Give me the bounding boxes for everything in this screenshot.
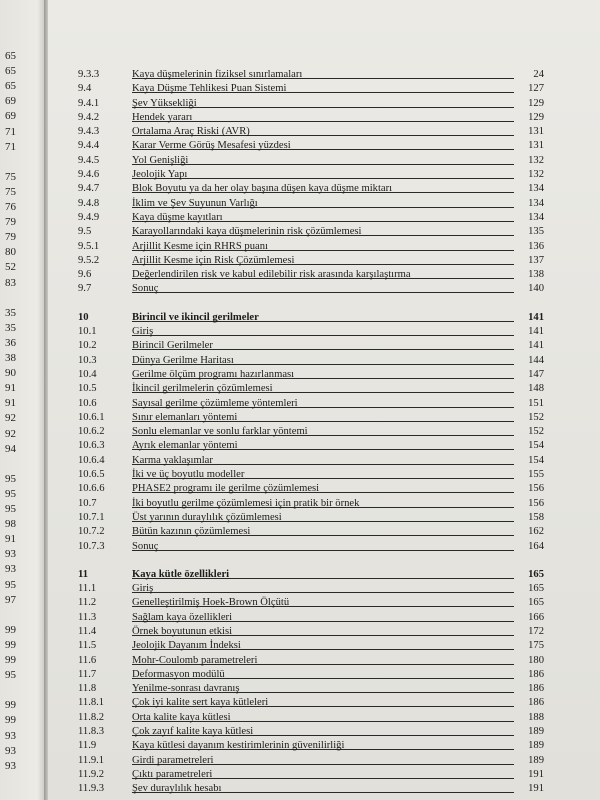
- left-page-edge: [0, 0, 44, 800]
- leader-line: [132, 592, 514, 593]
- leader-line: [132, 292, 514, 293]
- section-title: Kaya Düşme Tehlikesi Puan Sistemi: [132, 83, 287, 95]
- toc-entry-row: [78, 197, 544, 211]
- page-number: 148: [528, 383, 544, 395]
- section-title: İki boyutlu gerilme çözümlemesi için pratik bir örnek: [132, 497, 360, 509]
- left-page-number: 99: [5, 714, 16, 727]
- left-page-number: 91: [5, 382, 16, 395]
- page-number: 152: [528, 426, 544, 438]
- page-number: 138: [528, 269, 544, 281]
- section-title: Üst yarının duraylılık çözümlemesi: [132, 511, 282, 523]
- page-number: 188: [528, 711, 544, 723]
- toc-entry-row: [78, 696, 544, 710]
- page-number: 132: [528, 154, 544, 166]
- page-number: 155: [528, 469, 544, 481]
- section-gap: [78, 297, 544, 311]
- page-number: 144: [528, 354, 544, 366]
- section-number: 10.7.3: [78, 540, 105, 552]
- table-of-contents: [78, 68, 544, 797]
- section-number: 9.4.8: [78, 197, 100, 209]
- page-number: 186: [528, 683, 544, 695]
- left-page-number: 65: [5, 50, 16, 62]
- section-title: Ayrık elemanlar yöntemi: [132, 440, 238, 452]
- section-number: 9.4.4: [78, 140, 100, 152]
- toc-entry-row: [78, 68, 544, 82]
- page-number: 140: [528, 283, 544, 295]
- page-number: 129: [528, 111, 544, 123]
- section-title: Değerlendirilen risk ve kabul edilebilir risk arasında karşılaştırma: [132, 269, 411, 281]
- page-number: 147: [528, 368, 544, 380]
- left-page-number: 97: [5, 593, 16, 606]
- toc-entry-row: [78, 125, 544, 139]
- page-number: 141: [528, 311, 544, 323]
- section-title: Karayollarındaki kaya düşmelerinin risk çözümlemesi: [132, 226, 362, 238]
- section-title: Giriş: [132, 326, 154, 338]
- section-number: 10.1: [78, 326, 97, 338]
- toc-entry-row: [78, 225, 544, 239]
- section-number: 9.7: [78, 283, 92, 295]
- left-page-number: 75: [5, 170, 16, 183]
- section-title: Örnek boyutunun etkisi: [132, 625, 233, 637]
- toc-entry-row: [78, 468, 544, 482]
- toc-entry-row: [78, 154, 544, 168]
- toc-entry-row: [78, 596, 544, 610]
- left-page-number: 91: [5, 397, 16, 410]
- left-page-number: 71: [5, 125, 16, 138]
- page-number: 186: [528, 697, 544, 709]
- page-number: 136: [528, 240, 544, 252]
- toc-entry-row: [78, 182, 544, 196]
- section-number: 9.6: [78, 269, 92, 281]
- section-number: 10: [78, 311, 89, 323]
- section-number: 11.8: [78, 683, 97, 695]
- section-number: 10.6.2: [78, 426, 105, 438]
- section-title: PHASE2 programı ile gerilme çözümlemesi: [132, 483, 320, 495]
- toc-entry-row: [78, 625, 544, 639]
- section-title: Girdi parametreleri: [132, 754, 214, 766]
- section-number: 10.6.5: [78, 469, 105, 481]
- toc-entry-row: [78, 139, 544, 153]
- left-page-number: 38: [5, 352, 16, 364]
- section-number: 10.7.2: [78, 526, 105, 538]
- toc-entry-row: [78, 168, 544, 182]
- section-title: Birincil ve ikincil gerilmeler: [132, 311, 259, 323]
- toc-entry-row: [78, 439, 544, 453]
- toc-chapter-row: [78, 568, 544, 582]
- toc-entry-row: [78, 768, 544, 782]
- left-page-number: 99: [5, 623, 16, 636]
- page-number: 189: [528, 754, 544, 766]
- section-title: Bütün kazının çözümlemesi: [132, 526, 251, 538]
- toc-entry-row: [78, 739, 544, 753]
- page-number: 165: [528, 568, 544, 580]
- toc-chapter-row: [78, 311, 544, 325]
- section-title: Birincil Gerilmeler: [132, 340, 213, 352]
- left-page-number: 95: [5, 669, 16, 682]
- section-number: 10.6.1: [78, 411, 105, 423]
- left-page-number: 95: [5, 487, 16, 500]
- left-page-number: 93: [5, 729, 16, 742]
- page-number: 154: [528, 454, 544, 466]
- page-number: 131: [528, 140, 544, 152]
- section-number: 11.8.3: [78, 726, 105, 738]
- left-page-number: 35: [5, 321, 16, 334]
- section-title: Sonuç: [132, 283, 159, 295]
- page-number: 134: [528, 183, 544, 195]
- toc-entry-row: [78, 668, 544, 682]
- page-number: 172: [528, 625, 544, 637]
- section-title: Şev duraylılık hesabı: [132, 783, 222, 795]
- section-number: 10.5: [78, 383, 97, 395]
- section-title: Sonlu elemanlar ve sonlu farklar yöntemi: [132, 426, 308, 438]
- section-number: 10.3: [78, 354, 97, 366]
- section-number: 10.7: [78, 497, 97, 509]
- section-title: Orta kalite kaya kütlesi: [132, 711, 231, 723]
- left-page-number: 99: [5, 638, 16, 651]
- section-title: Karma yaklaşımlar: [132, 454, 213, 466]
- left-page-number: 95: [5, 578, 16, 591]
- page-number: 165: [528, 583, 544, 595]
- section-title: Ortalama Araç Riski (AVR): [132, 126, 250, 138]
- left-page-number: 80: [5, 246, 16, 259]
- page-number: 166: [528, 611, 544, 623]
- section-number: 11.6: [78, 654, 97, 666]
- page-number: 137: [528, 254, 544, 266]
- toc-entry-row: [78, 711, 544, 725]
- section-title: Karar Verme Görüş Mesafesi yüzdesi: [132, 140, 291, 152]
- section-number: 10.7.1: [78, 511, 105, 523]
- section-number: 11.9.2: [78, 768, 105, 780]
- leader-line: [132, 550, 514, 551]
- page-number: 24: [533, 69, 544, 80]
- toc-entry-row: [78, 339, 544, 353]
- toc-entry-row: [78, 582, 544, 596]
- page-number: 134: [528, 197, 544, 209]
- left-page-number: 98: [5, 518, 16, 531]
- section-number: 9.5: [78, 226, 92, 238]
- left-page-number: 83: [5, 276, 16, 289]
- section-title: İkincil gerilmelerin çözümlemesi: [132, 383, 273, 395]
- left-page-number: 79: [5, 216, 16, 229]
- section-number: 9.4: [78, 83, 92, 95]
- page-number: 191: [528, 783, 544, 795]
- left-page-number: 69: [5, 95, 16, 108]
- toc-entry-row: [78, 354, 544, 368]
- left-page-number: 76: [5, 201, 16, 213]
- leader-line: [132, 164, 514, 165]
- section-number: 11.8.2: [78, 711, 105, 723]
- page-number: 132: [528, 169, 544, 181]
- toc-entry-row: [78, 782, 544, 796]
- section-title: İklim ve Şev Suyunun Varlığı: [132, 197, 258, 209]
- section-number: 11.9: [78, 740, 97, 752]
- left-page-number: 75: [5, 185, 16, 198]
- left-page-number: 95: [5, 472, 16, 485]
- section-number: 11.8.1: [78, 697, 105, 709]
- section-title: Jeolojik Dayanım İndeksi: [132, 640, 241, 652]
- section-title: Sağlam kaya özellikleri: [132, 611, 233, 623]
- section-number: 11.1: [78, 583, 97, 595]
- section-number: 11.9.1: [78, 754, 105, 766]
- toc-entry-row: [78, 425, 544, 439]
- section-number: 9.4.2: [78, 111, 100, 123]
- toc-entry-row: [78, 754, 544, 768]
- page-number: 141: [528, 340, 544, 352]
- leader-line: [132, 178, 514, 179]
- section-number: 11: [78, 568, 89, 580]
- section-title: Genelleştirilmiş Hoek-Brown Ölçütü: [132, 597, 290, 609]
- page-number: 152: [528, 411, 544, 423]
- left-page-number: 65: [5, 80, 16, 93]
- section-title: Sınır elemanları yöntemi: [132, 411, 238, 423]
- left-page-number: 71: [5, 140, 16, 153]
- page-number: 191: [528, 768, 544, 780]
- toc-entry-row: [78, 454, 544, 468]
- page-number: 165: [528, 597, 544, 609]
- section-title: Kaya kütlesi dayanım kestirimlerinin güvenilirliği: [132, 740, 345, 752]
- page-number: 154: [528, 440, 544, 452]
- section-title: Arjillit Kesme için Risk Çözümlemesi: [132, 254, 295, 266]
- section-title: Yol Genişliği: [132, 154, 189, 166]
- section-gap: [78, 554, 544, 568]
- page-number: 135: [528, 226, 544, 238]
- section-number: 9.5.2: [78, 254, 100, 266]
- section-number: 10.6.4: [78, 454, 105, 466]
- toc-entry-row: [78, 397, 544, 411]
- toc-entry-row: [78, 482, 544, 496]
- left-page-number: 79: [5, 231, 16, 244]
- section-number: 9.4.1: [78, 97, 100, 109]
- toc-entry-row: [78, 411, 544, 425]
- section-number: 9.5.1: [78, 240, 100, 252]
- toc-entry-row: [78, 254, 544, 268]
- page-number: 158: [528, 511, 544, 523]
- toc-entry-row: [78, 525, 544, 539]
- page-number: 189: [528, 726, 544, 738]
- section-number: 9.4.9: [78, 211, 100, 223]
- left-page-number: 94: [5, 442, 16, 455]
- page-number: 186: [528, 668, 544, 680]
- left-page-number: 93: [5, 744, 16, 757]
- section-number: 11.4: [78, 625, 97, 637]
- section-number: 11.9.3: [78, 783, 105, 795]
- toc-entry-row: [78, 97, 544, 111]
- section-title: Sonuç: [132, 540, 159, 552]
- section-title: Kaya düşme kayıtları: [132, 211, 223, 223]
- left-page-number: 92: [5, 412, 16, 425]
- section-title: Yenilme-sonrası davranış: [132, 683, 240, 695]
- left-page-number: 93: [5, 548, 16, 561]
- toc-entry-row: [78, 368, 544, 382]
- page-number: 162: [528, 526, 544, 538]
- section-number: 10.4: [78, 368, 97, 380]
- section-title: İki ve üç boyutlu modeller: [132, 469, 245, 481]
- toc-entry-row: [78, 725, 544, 739]
- toc-entry-row: [78, 639, 544, 653]
- left-page-number: 99: [5, 699, 16, 712]
- toc-entry-row: [78, 111, 544, 125]
- section-number: 9.4.3: [78, 126, 100, 138]
- page-number: 127: [528, 83, 544, 95]
- toc-entry-row: [78, 511, 544, 525]
- section-title: Kaya kütle özellikleri: [132, 568, 230, 580]
- page-number: 189: [528, 740, 544, 752]
- section-number: 9.3.3: [78, 69, 100, 80]
- section-title: Hendek yararı: [132, 111, 193, 123]
- left-page-number: 90: [5, 367, 16, 380]
- section-title: Gerilme ölçüm programı hazırlanması: [132, 368, 295, 380]
- toc-entry-row: [78, 540, 544, 554]
- section-title: Kaya düşmelerinin fiziksel sınırlamaları: [132, 69, 303, 80]
- section-title: Çok iyi kalite sert kaya kütleleri: [132, 697, 269, 709]
- section-number: 11.5: [78, 640, 97, 652]
- page-number: 156: [528, 483, 544, 495]
- page-number: 134: [528, 211, 544, 223]
- toc-entry-row: [78, 611, 544, 625]
- section-number: 10.2: [78, 340, 97, 352]
- left-page-number: 69: [5, 110, 16, 123]
- section-title: Mohr-Coulomb parametreleri: [132, 654, 258, 666]
- left-page-number: 93: [5, 563, 16, 576]
- section-number: 11.3: [78, 611, 97, 623]
- section-number: 11.7: [78, 668, 97, 680]
- toc-entry-row: [78, 268, 544, 282]
- left-page-number: 35: [5, 306, 16, 319]
- section-title: Dünya Gerilme Haritası: [132, 354, 234, 366]
- left-page-number: 95: [5, 503, 16, 515]
- left-page-number: 91: [5, 533, 16, 546]
- section-number: 9.4.5: [78, 154, 100, 166]
- toc-entry-row: [78, 382, 544, 396]
- section-number: 10.6: [78, 397, 97, 409]
- page-number: 131: [528, 126, 544, 138]
- page-number: 175: [528, 640, 544, 652]
- toc-entry-row: [78, 211, 544, 225]
- toc-entry-row: [78, 325, 544, 339]
- toc-entry-row: [78, 82, 544, 96]
- section-title: Şev Yüksekliği: [132, 97, 197, 109]
- toc-entry-row: [78, 282, 544, 296]
- section-title: Deformasyon modülü: [132, 668, 225, 680]
- section-number: 10.6.3: [78, 440, 105, 452]
- section-title: Çıktı parametreleri: [132, 768, 213, 780]
- left-page-number: 99: [5, 654, 16, 666]
- section-title: Çok zayıf kalite kaya kütlesi: [132, 726, 254, 738]
- section-title: Sayısal gerilme çözümleme yöntemleri: [132, 397, 298, 409]
- section-title: Giriş: [132, 583, 154, 595]
- section-title: Arjillit Kesme için RHRS puanı: [132, 240, 268, 252]
- page-number: 164: [528, 540, 544, 552]
- leader-line: [132, 335, 514, 336]
- page-number: 156: [528, 497, 544, 509]
- section-number: 11.2: [78, 597, 97, 609]
- toc-entry-row: [78, 682, 544, 696]
- section-title: Jeolojik Yapı: [132, 169, 188, 181]
- section-number: 10.6.6: [78, 483, 105, 495]
- page-number: 129: [528, 97, 544, 109]
- page-number: 141: [528, 326, 544, 338]
- toc-entry-row: [78, 497, 544, 511]
- left-page-number: 65: [5, 65, 16, 78]
- page-number: 180: [528, 654, 544, 666]
- left-page-number: 92: [5, 427, 16, 440]
- left-page-number: 36: [5, 336, 16, 349]
- section-number: 9.4.7: [78, 183, 100, 195]
- left-page-number: 93: [5, 759, 16, 772]
- toc-entry-row: [78, 240, 544, 254]
- page-number: 151: [528, 397, 544, 409]
- section-number: 9.4.6: [78, 169, 100, 181]
- toc-entry-row: [78, 654, 544, 668]
- left-page-number: 52: [5, 261, 16, 274]
- section-title: Blok Boyutu ya da her olay başına düşen kaya düşme miktarı: [132, 183, 393, 195]
